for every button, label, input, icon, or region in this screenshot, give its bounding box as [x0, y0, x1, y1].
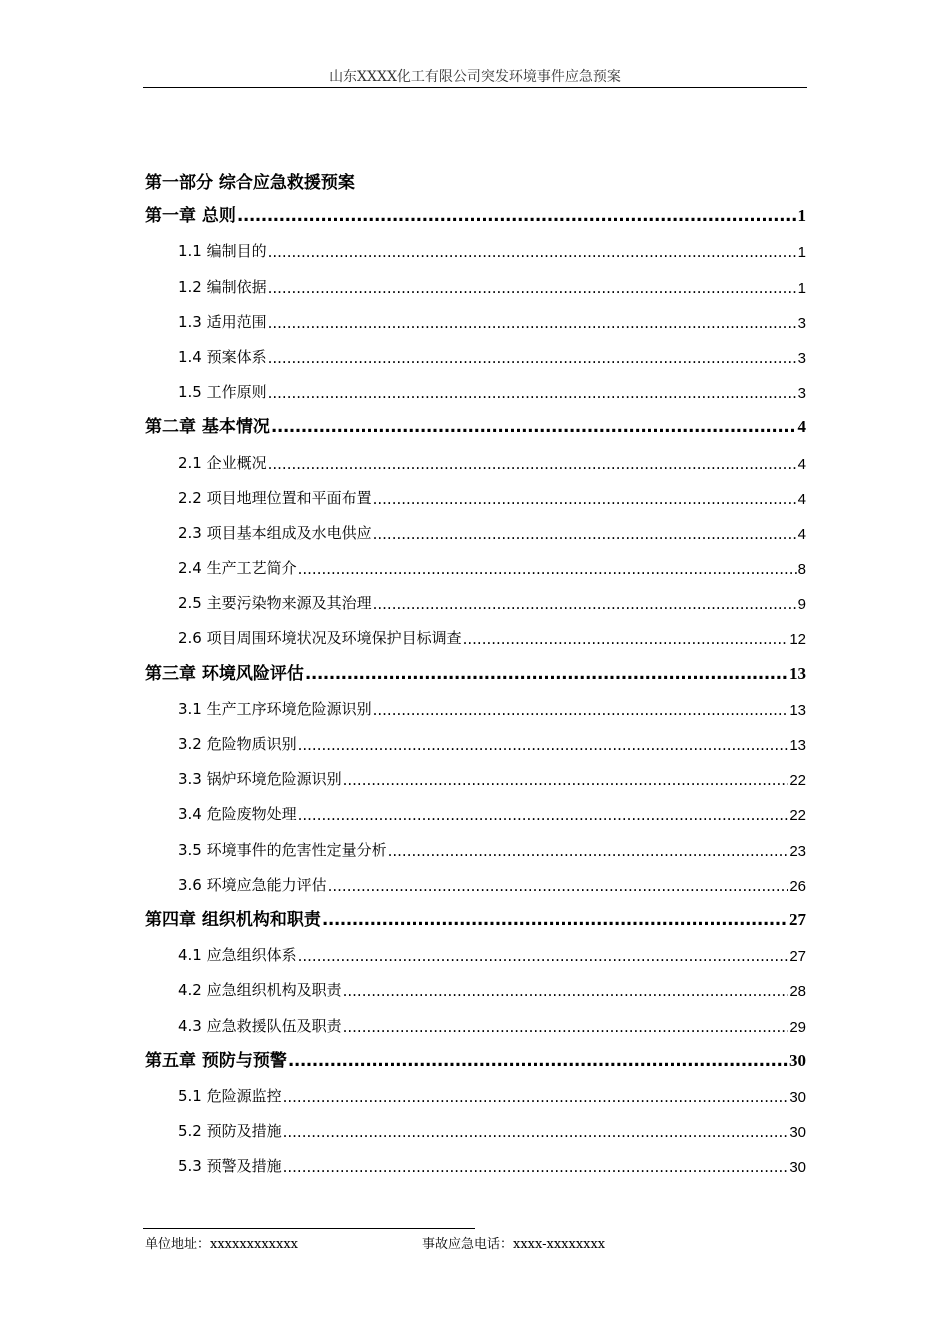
toc-chapter-entry[interactable] [145, 655, 806, 690]
toc-page-number: 3 [797, 314, 806, 332]
toc-entry-label: 1.2 编制依据 [178, 277, 267, 296]
footer-emergency-phone: 事故应急电话：xxxx-xxxxxxxx [422, 1237, 606, 1252]
toc-chapter-entry[interactable] [145, 1043, 806, 1078]
toc-entry-label: 第四章 组织机构和职责 [145, 909, 321, 930]
toc-chapter-entry[interactable] [145, 902, 806, 937]
toc-dot-leader [328, 877, 789, 895]
page-header-title: 山东XXXX化工有限公司突发环境事件应急预案 [329, 69, 621, 85]
toc-page-number: 3 [797, 349, 806, 367]
toc-section-entry[interactable] [145, 1148, 806, 1183]
toc-dot-leader [271, 417, 797, 437]
toc-dot-leader [373, 525, 797, 543]
toc-page-number: 29 [789, 1018, 806, 1036]
toc-entry-label: 第五章 预防与预警 [145, 1050, 287, 1071]
toc-page-number: 13 [789, 737, 806, 754]
toc-entry-label: 2.1 企业概况 [178, 453, 267, 472]
toc-page-number: 22 [789, 807, 806, 825]
toc-entry-label: 2.6 项目周围环境状况及环境保护目标调查 [178, 629, 462, 648]
toc-page-number: 1 [797, 206, 806, 226]
toc-dot-leader [373, 490, 797, 508]
toc-section-entry[interactable] [145, 1113, 806, 1148]
toc-page-number: 4 [797, 525, 806, 543]
toc-section-entry[interactable] [145, 1007, 806, 1042]
toc-dot-leader [268, 455, 797, 473]
toc-entry-label: 第二章 基本情况 [145, 417, 270, 438]
toc-page-number: 12 [789, 631, 806, 649]
toc-entry-label: 5.3 预警及措施 [178, 1157, 282, 1176]
toc-entry-label: 4.2 应急组织机构及职责 [178, 981, 342, 1000]
toc-entry-label: 1.3 适用范围 [178, 312, 267, 331]
toc-entry-label: 3.5 环境事件的危害性定量分析 [178, 840, 387, 859]
toc-dot-leader [373, 595, 797, 613]
toc-entry-label: 5.1 危险源监控 [178, 1086, 282, 1105]
toc-page-number: 1 [797, 244, 806, 262]
toc-entry-label: 3.2 危险物质识别 [178, 735, 297, 753]
toc-entry-label: 3.6 环境应急能力评估 [178, 875, 327, 894]
toc-entry-label: 1.1 编制目的 [178, 242, 267, 261]
toc-chapter-entry[interactable] [145, 409, 806, 444]
toc-entry-label: 第三章 环境风险评估 [145, 663, 304, 684]
toc-dot-leader [298, 560, 797, 578]
toc-dot-leader [298, 947, 789, 965]
toc-section-entry[interactable] [145, 726, 806, 761]
toc-section-entry[interactable] [145, 761, 806, 796]
toc-entry-label: 3.1 生产工序环境危险源识别 [178, 699, 372, 718]
toc-dot-leader [283, 1123, 789, 1141]
toc-page-number: 26 [789, 877, 806, 895]
toc-dot-leader [288, 1051, 788, 1071]
toc-dot-leader [343, 1018, 789, 1036]
toc-section-entry[interactable] [145, 972, 806, 1007]
toc-chapter-entry[interactable] [145, 198, 806, 233]
toc-section-entry[interactable] [145, 233, 806, 268]
toc-dot-leader [268, 349, 797, 367]
toc-dot-leader [463, 630, 789, 648]
toc-page-number: 9 [797, 596, 806, 614]
footer-divider [143, 1228, 475, 1229]
toc-page-number: 4 [797, 490, 806, 508]
toc-entry-label: 1.5 工作原则 [178, 383, 267, 402]
toc-section-entry[interactable] [145, 304, 806, 339]
toc-page-number: 8 [797, 561, 806, 579]
toc-section-entry[interactable] [145, 550, 806, 585]
toc-page-number: 30 [789, 1050, 806, 1070]
toc-dot-leader [373, 701, 789, 719]
toc-section-entry[interactable] [145, 444, 806, 479]
toc-section-entry[interactable] [145, 937, 806, 972]
header-divider [143, 87, 807, 88]
toc-dot-leader [322, 910, 788, 930]
toc-entry-label: 2.2 项目地理位置和平面布置 [178, 488, 372, 507]
toc-dot-leader [268, 243, 797, 261]
toc-entry-label: 第一章 总则 [145, 206, 236, 227]
toc-entry-label: 3.3 锅炉环境危险源识别 [178, 770, 342, 789]
toc-page-number: 22 [789, 772, 806, 790]
toc-page-number: 23 [789, 842, 806, 860]
toc-section-entry[interactable] [145, 796, 806, 831]
toc-section-entry[interactable] [145, 831, 806, 866]
toc-page-number: 27 [789, 948, 806, 966]
toc-page-number: 1 [797, 279, 806, 297]
toc-section-entry[interactable] [145, 691, 806, 726]
toc-page-number: 28 [789, 983, 806, 1001]
toc-entry-label: 2.3 项目基本组成及水电供应 [178, 523, 372, 542]
toc-dot-leader [283, 1158, 789, 1176]
toc-page-number: 4 [797, 417, 806, 437]
toc-section-entry[interactable] [145, 268, 806, 303]
toc-entry-label: 2.5 主要污染物来源及其治理 [178, 594, 372, 613]
toc-dot-leader [298, 736, 789, 754]
toc-entry-label: 4.1 应急组织体系 [178, 946, 297, 965]
toc-dot-leader [268, 279, 797, 297]
toc-entry-label: 1.4 预案体系 [178, 347, 267, 366]
toc-dot-leader [298, 806, 789, 824]
toc-entry-label: 4.3 应急救援队伍及职责 [178, 1016, 342, 1035]
toc-page-number: 13 [789, 701, 806, 719]
toc-page-number: 3 [797, 385, 806, 403]
part-title: 第一部分 综合应急救援预案 [145, 173, 355, 193]
toc-section-entry[interactable] [145, 585, 806, 620]
toc-dot-leader [268, 314, 797, 332]
toc-dot-leader [268, 384, 797, 402]
toc-section-entry[interactable] [145, 867, 806, 902]
toc-section-entry[interactable] [145, 339, 806, 374]
toc-page-number: 13 [789, 663, 806, 683]
table-of-contents [145, 198, 806, 1183]
toc-section-entry[interactable] [145, 480, 806, 515]
toc-page-number: 30 [789, 1159, 806, 1177]
toc-entry-label: 2.4 生产工艺简介 [178, 559, 297, 578]
toc-dot-leader [343, 982, 789, 1000]
toc-page-number: 4 [797, 455, 806, 473]
toc-dot-leader [237, 206, 797, 226]
toc-section-entry[interactable] [145, 515, 806, 550]
toc-page-number: 27 [789, 909, 806, 929]
toc-page-number: 30 [789, 1088, 806, 1106]
footer-address: 单位地址：xxxxxxxxxxxx [145, 1237, 298, 1252]
toc-section-entry[interactable] [145, 1078, 806, 1113]
toc-dot-leader [305, 664, 788, 684]
toc-section-entry[interactable] [145, 620, 806, 655]
toc-entry-label: 5.2 预防及措施 [178, 1122, 282, 1141]
toc-dot-leader [283, 1088, 789, 1106]
toc-section-entry[interactable] [145, 374, 806, 409]
toc-dot-leader [343, 771, 789, 789]
toc-page-number: 30 [789, 1124, 806, 1142]
toc-dot-leader [388, 842, 789, 860]
toc-entry-label: 3.4 危险废物处理 [178, 805, 297, 824]
